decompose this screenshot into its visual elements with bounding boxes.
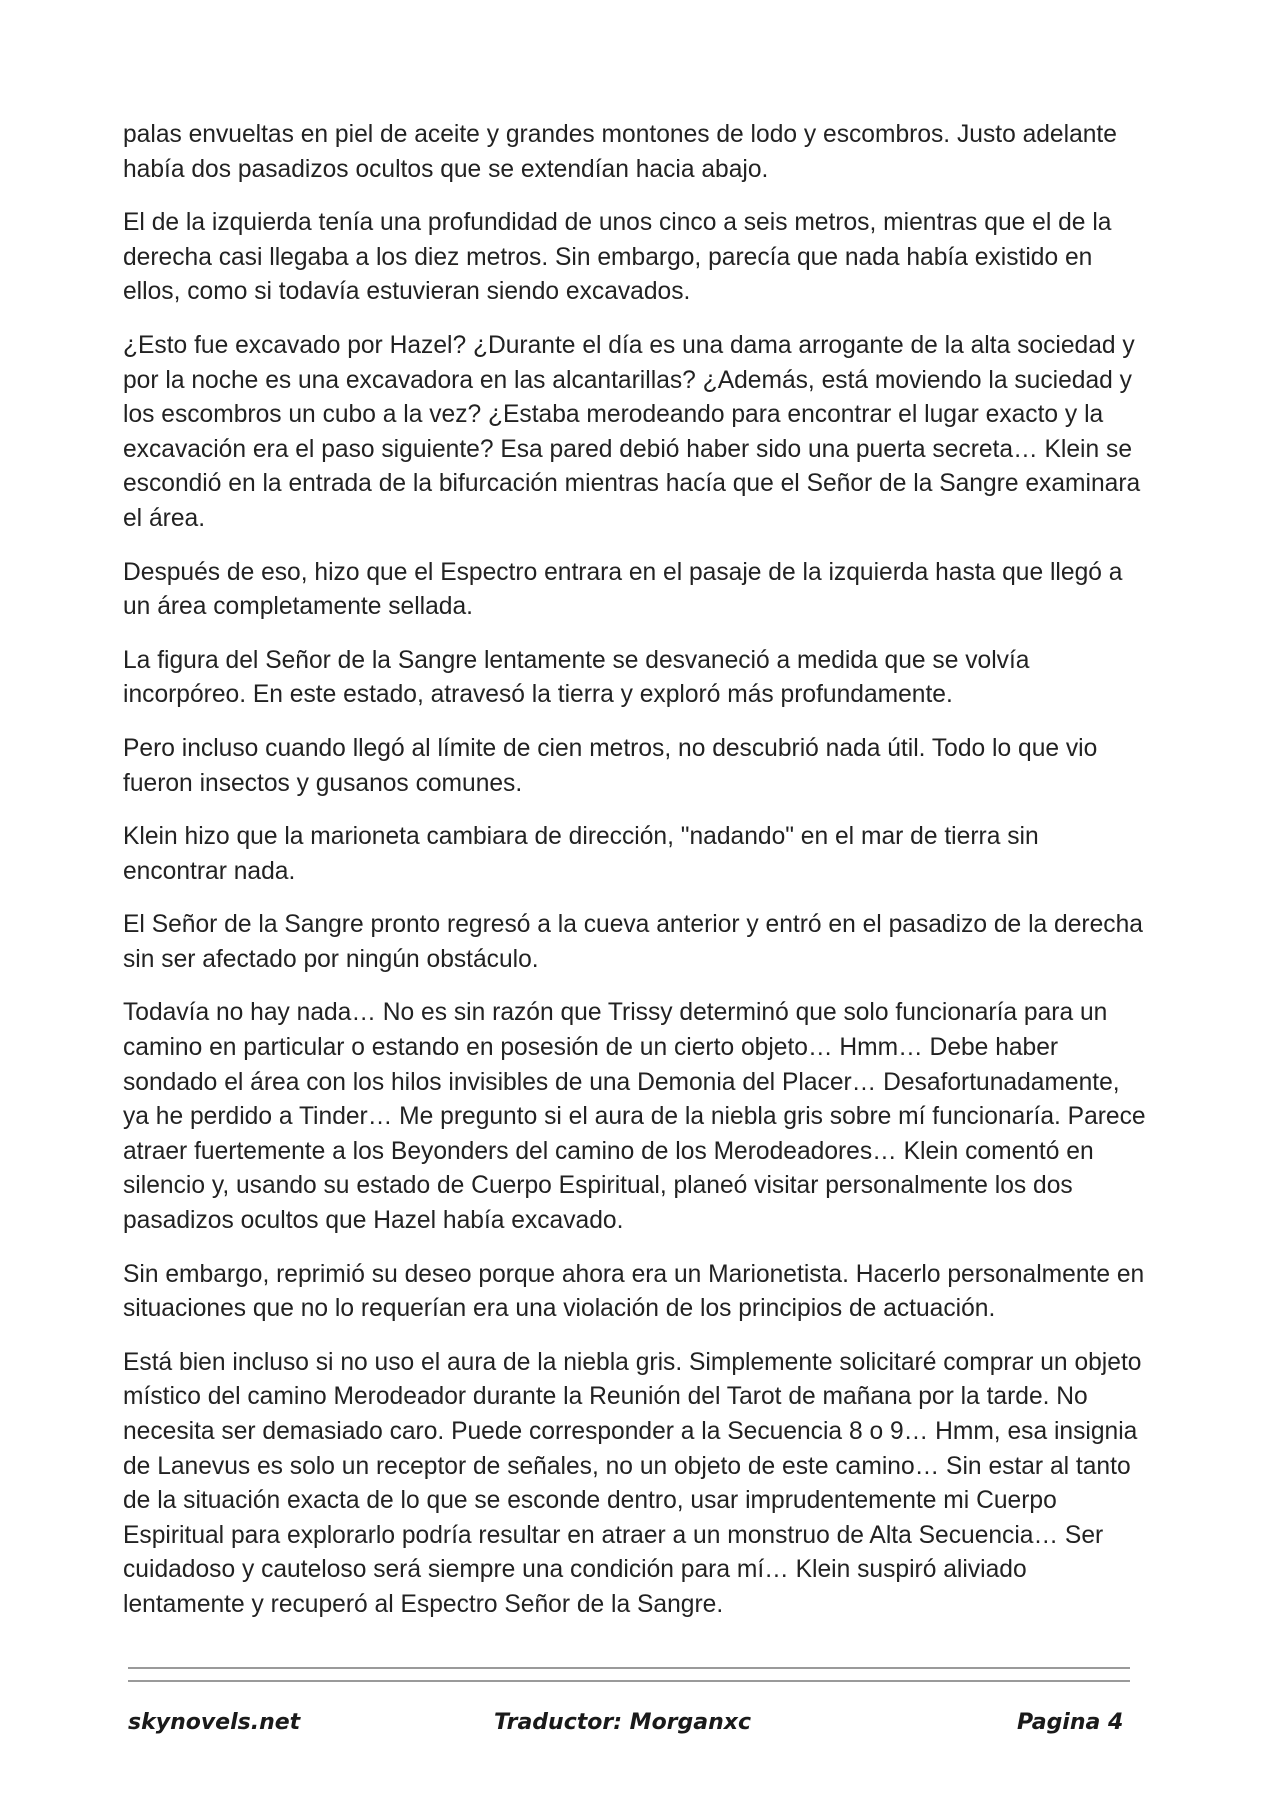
- paragraph: La figura del Señor de la Sangre lentamente se desvaneció a medida que se volvía incorpóreo. En este estado, atravesó la tierra y exploró más profundamente.: [123, 646, 1030, 709]
- paragraph: El de la izquierda tenía una profundidad de unos cinco a seis metros, mientras que el de la derecha casi llegaba a los diez metros. Sin embargo, parecía que nada había existido en ellos, como si todavía estuvieran siendo excavados.: [123, 209, 1112, 306]
- paragraph: Pero incluso cuando llegó al límite de cien metros, no descubrió nada útil. Todo lo que vio fueron insectos y gusanos comunes.: [123, 734, 1098, 797]
- paragraph: ¿Esto fue excavado por Hazel? ¿Durante el día es una dama arrogante de la alta sociedad y por la noche es una excavadora en las alcantarillas? ¿Además, está moviendo la suciedad y los escombros un cubo a la vez? ¿Estaba merodeando para encontrar el lugar exacto y la excavación era el paso siguiente? Esa pared debió haber sido una puerta secreta… Klein se escondió en la entrada de la bifurcación mientras hacía que el Señor de la Sangre examinara el área.: [123, 331, 1141, 532]
- footer-divider-top: [128, 1667, 1130, 1669]
- footer-translator: Traductor: Morganxc: [494, 1710, 752, 1735]
- paragraph: Todavía no hay nada… No es sin razón que Trissy determinó que solo funcionaría para un camino en particular o estando en posesión de un cierto objeto… Hmm… Debe haber sondado el área con los hilos invisibles de una Demonia del Placer… Desafortunadamente, ya he perdido a Tinder… Me pregunto si el aura de la niebla gris sobre mí funcionaría. Parece atraer fuertemente a los Beyonders del camino de los Merodeadores… Klein comentó en silencio y, usando su estado de Cuerpo Espiritual, planeó visitar personalmente los dos pasadizos ocultos que Hazel había excavado.: [123, 999, 1146, 1235]
- chapter-text: [123, 118, 1148, 1642]
- paragraph: Después de eso, hizo que el Espectro entrara en el pasaje de la izquierda hasta que llegó a un área completamente sellada.: [123, 558, 1123, 621]
- footer-site: skynovels.net: [128, 1710, 301, 1735]
- paragraph: Está bien incluso si no uso el aura de la niebla gris. Simplemente solicitaré comprar un objeto místico del camino Merodeador durante la Reunión del Tarot de mañana por la tarde. No necesita ser demasiado caro. Puede corresponder a la Secuencia 8 o 9… Hmm, esa insignia de Lanevus es solo un receptor de señales, no un objeto de este camino… Sin estar al tanto de la situación exacta de lo que se esconde dentro, usar imprudentemente mi Cuerpo Espiritual para explorarlo podría resultar en atraer a un monstruo de Alta Secuencia… Ser cuidadoso y cauteloso será siempre una condición para mí… Klein suspiró aliviado lentamente y recuperó al Espectro Señor de la Sangre.: [123, 1348, 1142, 1618]
- paragraph: El Señor de la Sangre pronto regresó a la cueva anterior y entró en el pasadizo de la derecha sin ser afectado por ningún obstáculo.: [123, 911, 1143, 973]
- footer-divider-bottom: [128, 1680, 1130, 1682]
- paragraph: palas envueltas en piel de aceite y grandes montones de lodo y escombros. Justo adelante había dos pasadizos ocultos que se extendían hacia abajo.: [123, 121, 1117, 183]
- paragraph: Klein hizo que la marioneta cambiara de dirección, "nadando" en el mar de tierra sin encontrar nada.: [123, 823, 1039, 885]
- paragraph: Sin embargo, reprimió su deseo porque ahora era un Marionetista. Hacerlo personalmente en situaciones que no lo requerían era una violación de los principios de actuación.: [123, 1260, 1145, 1323]
- footer-page-number: Pagina 4: [1017, 1710, 1124, 1735]
